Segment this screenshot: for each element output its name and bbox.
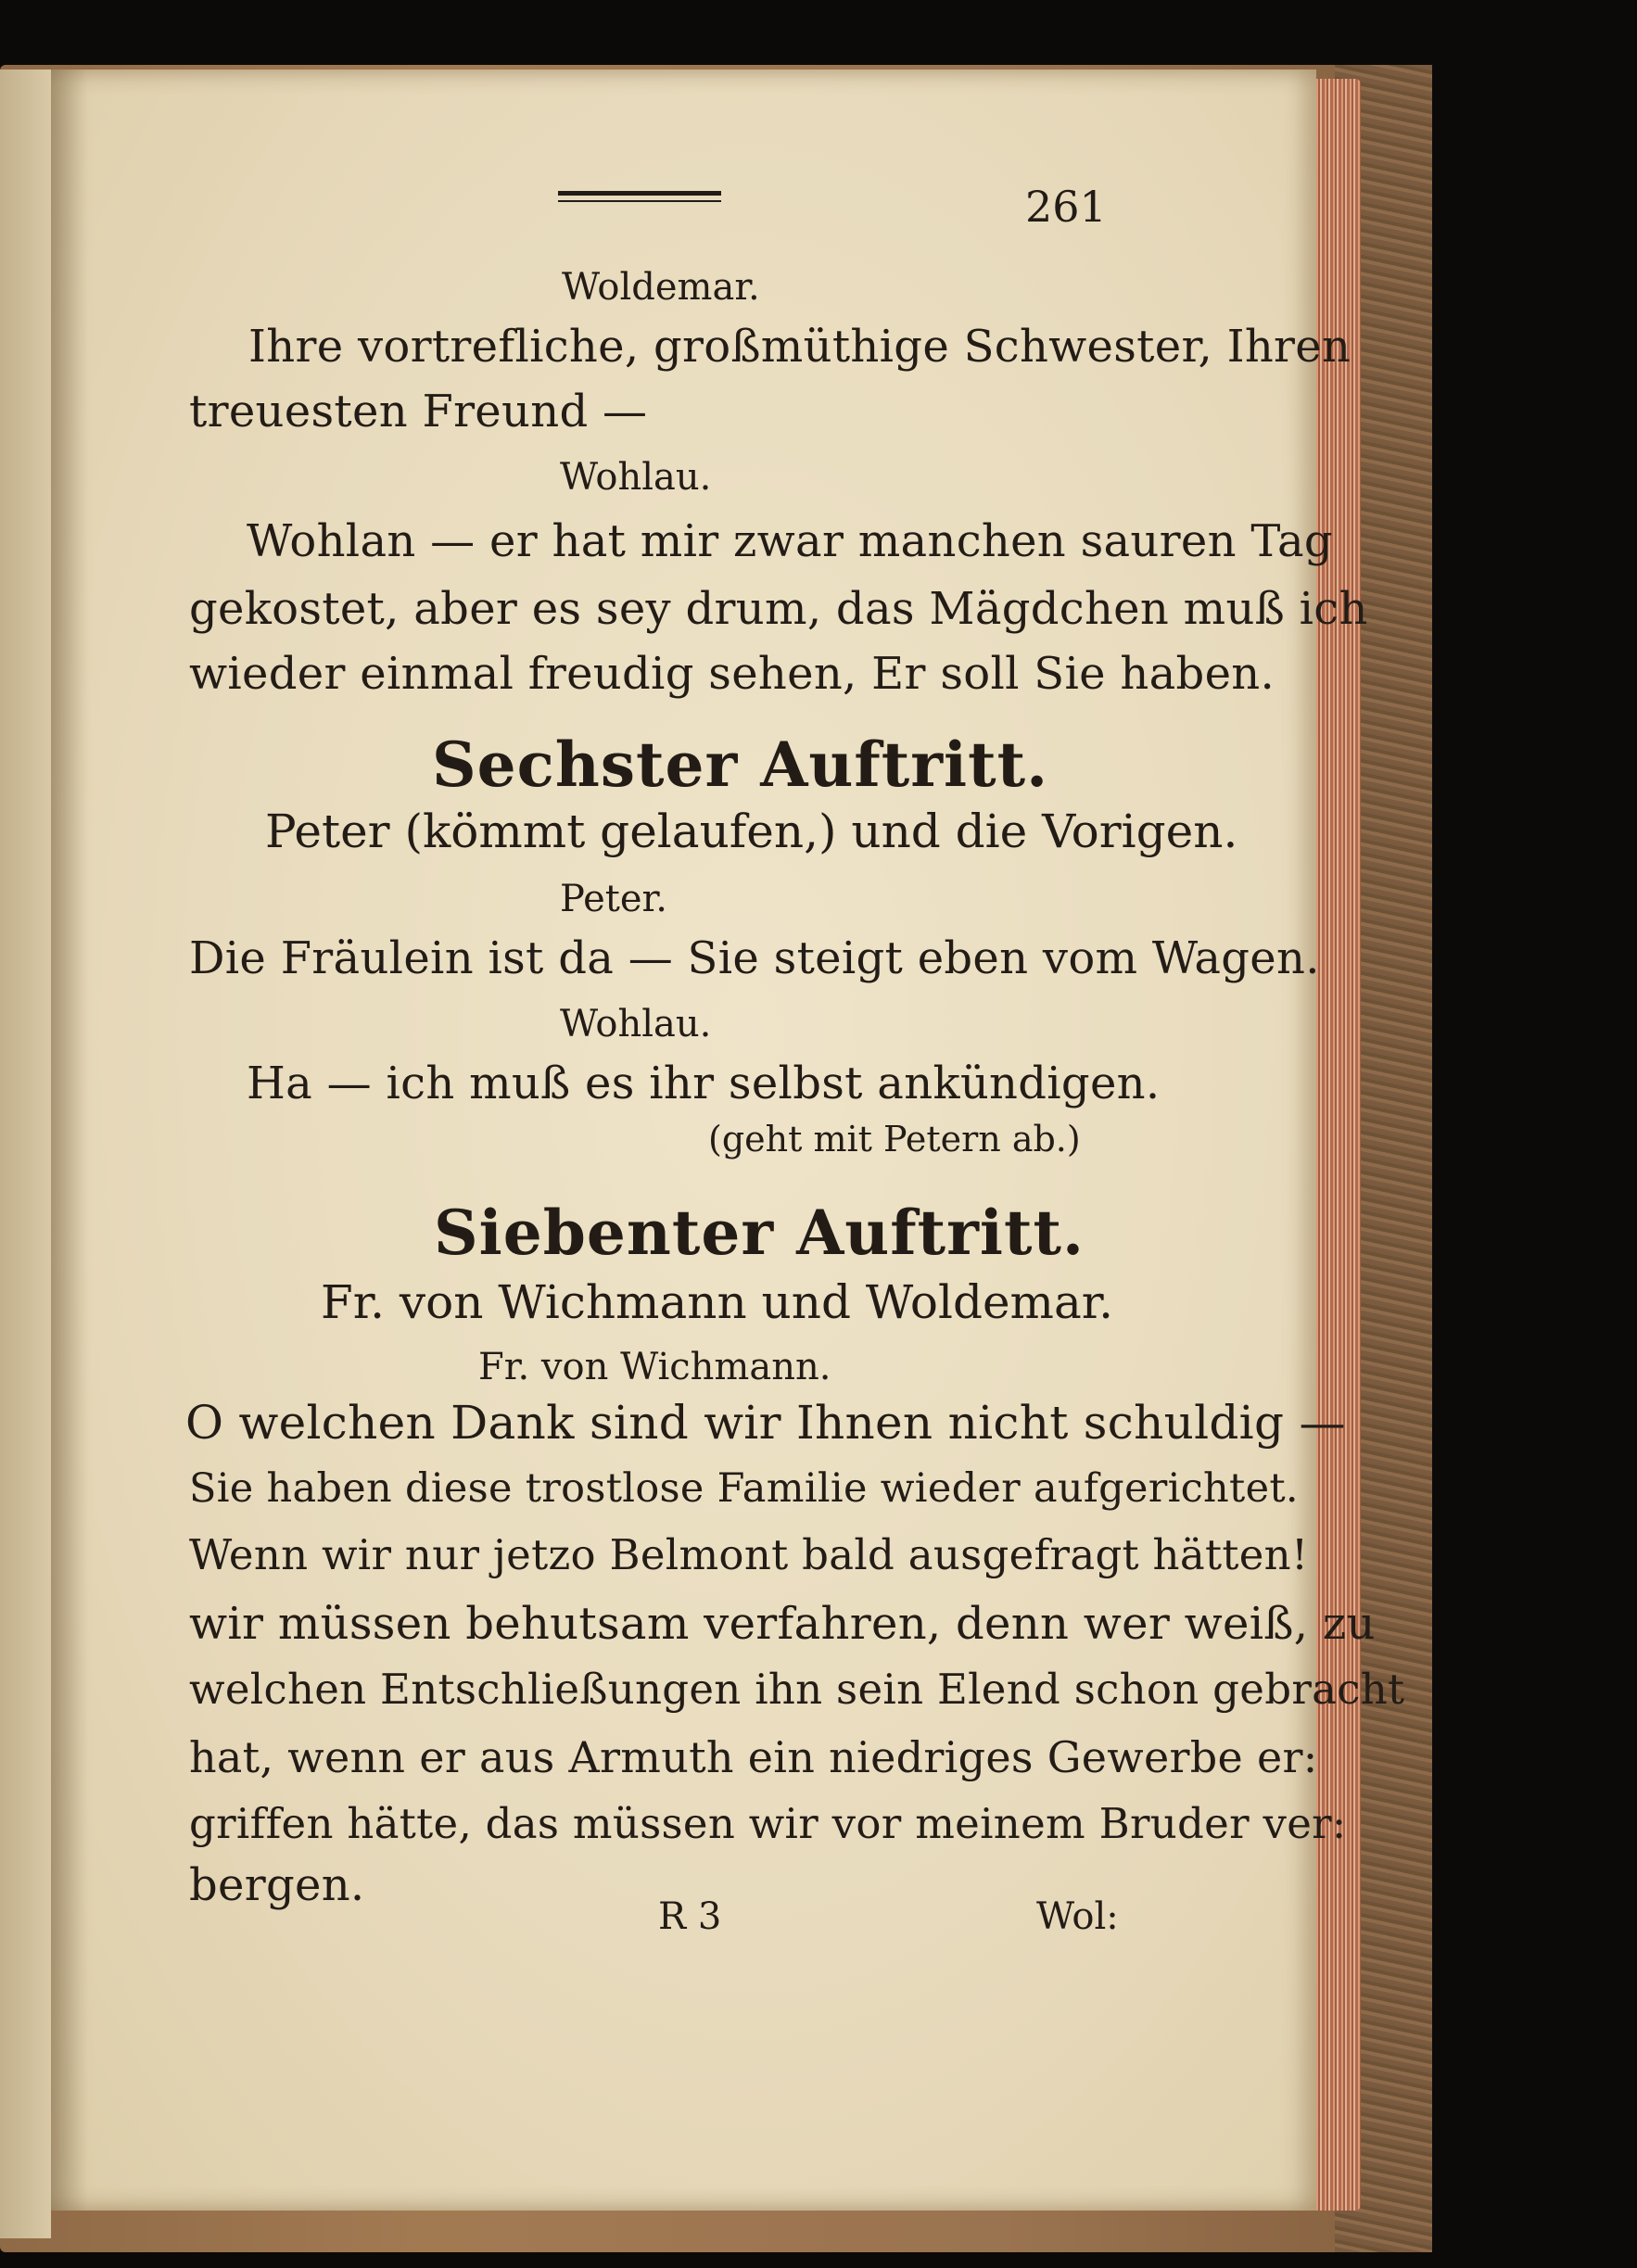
speaker-wohlau-1: Wohlau. — [560, 456, 712, 499]
cast-list-7: Fr. von Wichmann und Woldemar. — [321, 1275, 1114, 1329]
speaker-wohlau-2: Wohlau. — [560, 1003, 712, 1045]
header-rule-top — [558, 191, 721, 196]
page-gutter-shadow — [51, 70, 88, 2211]
text-line-6: Die Fräulein ist da — Sie steigt eben vom Wagen. — [189, 932, 1320, 984]
text-line-3: Wohlan — er hat mir zwar manchen sauren Tag — [247, 515, 1333, 567]
text-line-8: O welchen Dank sind wir Ihnen nicht schuldig — — [185, 1396, 1346, 1450]
header-rule-bottom — [558, 200, 721, 202]
text-line-15: bergen. — [189, 1859, 365, 1911]
cast-list-6: Peter (kömmt gelaufen,) und die Vorigen. — [265, 805, 1238, 858]
text-line-7: Ha — ich muß es ihr selbst ankündigen. — [247, 1058, 1161, 1109]
stage-direction: (geht mit Petern ab.) — [708, 1119, 1081, 1159]
scene-heading-6: Sechster Auftritt. — [432, 729, 1049, 801]
text-line-11: wir müssen behutsam verfahren, denn wer weiß, zu — [189, 1598, 1376, 1650]
text-line-12: welchen Entschließungen ihn sein Elend schon gebracht — [189, 1665, 1405, 1714]
text-line-9: Sie haben diese trostlose Familie wieder aufgerichtet. — [189, 1465, 1299, 1512]
previous-page-edge — [0, 70, 51, 2238]
text-line-14: griffen hätte, das müssen wir vor meinem Bruder ver: — [189, 1799, 1347, 1848]
speaker-peter: Peter. — [560, 878, 667, 920]
page-number: 261 — [1025, 182, 1107, 232]
text-line-2: treuesten Freund — — [189, 386, 648, 437]
catchword: Wol: — [1036, 1895, 1119, 1938]
speaker-fr-von-wichmann: Fr. von Wichmann. — [478, 1346, 831, 1388]
text-line-5: wieder einmal freudig sehen, Er soll Sie haben. — [189, 648, 1275, 700]
text-line-4: gekostet, aber es sey drum, das Mägdchen muß ich — [189, 583, 1368, 635]
signature-mark: R 3 — [658, 1895, 722, 1938]
speaker-woldemar: Woldemar. — [562, 266, 760, 309]
text-line-10: Wenn wir nur jetzo Belmont bald ausgefragt hätten! — [189, 1530, 1309, 1579]
text-line-1: Ihre vortrefliche, großmüthige Schwester, Ihren — [248, 321, 1351, 373]
text-line-13: hat, wenn er aus Armuth ein niedriges Gewerbe er: — [189, 1732, 1318, 1782]
scene-heading-7: Siebenter Auftritt. — [434, 1197, 1085, 1269]
